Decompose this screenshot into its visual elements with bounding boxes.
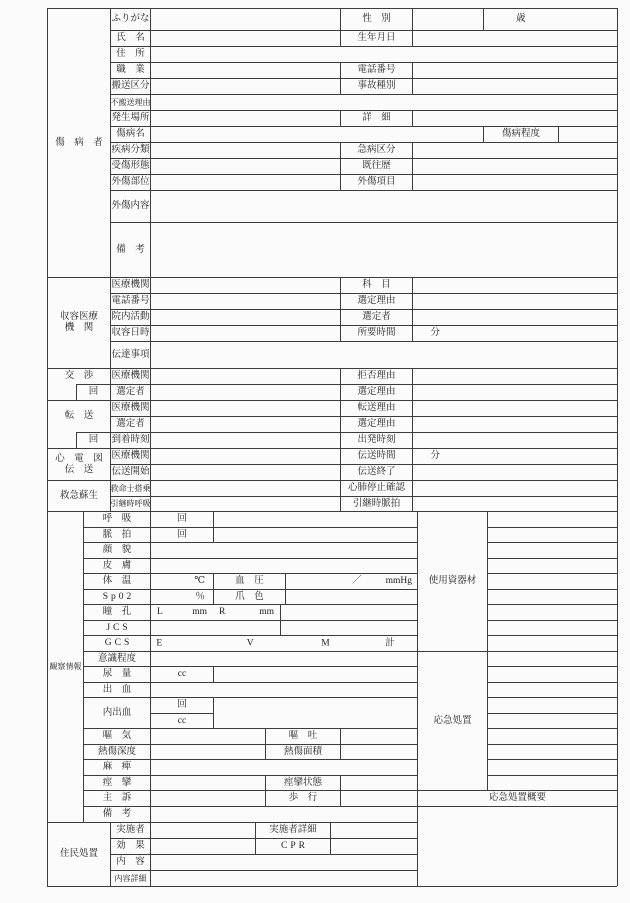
nail-color-value (285, 589, 417, 604)
transport-category-value (150, 78, 340, 94)
departure-time-label: 出発時刻 (340, 432, 412, 448)
equipment-row-5 (487, 573, 617, 589)
first-aid-row-9 (487, 775, 617, 790)
gait-label: 歩 行 (265, 790, 340, 806)
face-value (150, 542, 417, 558)
hospital-institution-value (150, 277, 340, 293)
skin-value (150, 558, 417, 573)
ecg-time-value: 分 (412, 448, 617, 464)
disease-class-label: 疾病分類 (110, 142, 150, 158)
refusal-reason-label: 拒否理由 (340, 368, 412, 384)
sudden-illness-class-value (412, 142, 617, 158)
required-time-label: 所要時間 (340, 325, 412, 341)
convulsion-state-label: 痙攣状態 (265, 775, 340, 790)
disease-class-value (150, 142, 340, 158)
sudden-illness-class-label: 急病区分 (340, 142, 412, 158)
trauma-item-value (412, 174, 617, 190)
pulse-count-unit: 回 (150, 527, 213, 542)
first-aid-row-4 (487, 697, 617, 713)
hospital-phone-value (150, 293, 340, 309)
negotiation-count-spacer (47, 384, 76, 400)
ecg-institution-label: 医療機関 (110, 448, 150, 464)
bleeding-value (150, 682, 417, 697)
transfer-selection-reason-label: 選定理由 (340, 416, 412, 432)
pupil-left-unit: mm (192, 607, 207, 618)
first-aid-row-3 (487, 682, 617, 697)
ecg-section-label (47, 448, 110, 480)
hospital-selection-reason-value (412, 293, 617, 309)
equipment-row-9 (487, 635, 617, 651)
message-items-label: 伝達事項 (110, 341, 150, 368)
gcs-label: GCS (83, 635, 150, 651)
first-aid-row-2 (487, 666, 617, 682)
performer-detail-label: 実施者詳細 (255, 822, 330, 838)
convulsion-label: 痙 攣 (83, 775, 150, 790)
negotiation-selection-reason-label: 選定理由 (340, 384, 412, 400)
negotiation-selector-value (150, 384, 340, 400)
first-aid-summary-header: 応急処置概要 (417, 790, 617, 806)
arrival-time-label: 到着時刻 (110, 432, 150, 448)
transport-category-label: 搬送区分 (110, 78, 150, 94)
chief-complaint-label: 主 訴 (83, 790, 150, 806)
handover-pulse-label: 引継時脈拍 (340, 496, 412, 511)
equipment-row-6 (487, 589, 617, 604)
burn-area-value (340, 744, 417, 759)
detail-value (412, 110, 617, 126)
ecg-end-value (412, 464, 617, 480)
gcs-value (150, 635, 417, 651)
first-aid-summary-value (417, 806, 617, 886)
hospital-selector-value (412, 309, 617, 325)
inhospital-activity-label: 院内活動 (110, 309, 150, 325)
inhospital-activity-value (150, 309, 340, 325)
table-right-border (617, 8, 618, 886)
hospital-section-label-line1: 収容医療 (59, 312, 98, 323)
occupation-label: 職 業 (110, 62, 150, 78)
injury-form-label: 受傷形態 (110, 158, 150, 174)
convulsion-value (150, 775, 265, 790)
patient-section-label: 傷 病 者 (47, 8, 110, 277)
first-aid-row-5 (487, 713, 617, 728)
bp-unit: mmHg (385, 576, 412, 587)
internal-bleeding-count-unit: 回 (150, 697, 213, 713)
first-aid-label: 応急処置 (417, 651, 487, 790)
face-label: 顔 貌 (83, 542, 150, 558)
pupil-right-cell (213, 604, 280, 620)
hospital-institution-label: 医療機関 (110, 277, 150, 293)
pupil-left-cell (150, 604, 213, 620)
cpr-value (330, 838, 417, 854)
negotiation-institution-label: 医療機関 (110, 368, 150, 384)
occupation-value (150, 62, 340, 78)
age-label: 歳 (483, 8, 617, 30)
history-value (412, 158, 617, 174)
hospital-section-label-line2: 機 関 (64, 323, 94, 333)
dob-value (412, 30, 617, 46)
vomit-value (340, 728, 417, 744)
performer-value (150, 822, 255, 838)
ecg-start-value (150, 464, 340, 480)
vomit-label: 嘔 吐 (265, 728, 340, 744)
negotiation-count-label: 回 (76, 384, 110, 400)
injury-name-label: 傷病名 (110, 126, 150, 142)
ecg-section-label-line1: 心 電 図 (55, 453, 103, 464)
accident-type-value (412, 78, 617, 94)
transfer-institution-value (150, 400, 340, 416)
resuscitation-section-label: 救急蘇生 (47, 480, 110, 511)
admission-datetime-value (150, 325, 340, 341)
observation-remarks-label: 備 考 (83, 806, 150, 822)
furigana-value (150, 8, 340, 30)
negotiation-selection-reason-value (412, 384, 617, 400)
phone-label: 電話番号 (340, 62, 412, 78)
dob-label: 生年月日 (340, 30, 412, 46)
transfer-institution-label: 医療機関 (110, 400, 150, 416)
gcs-e-label: E (156, 638, 163, 649)
hospital-phone-label: 電話番号 (110, 293, 150, 309)
equipment-row-7 (487, 604, 617, 620)
burn-depth-value (150, 744, 265, 759)
equipment-row-3 (487, 542, 617, 558)
paramedic-onboard-value (150, 480, 340, 496)
name-label: 氏 名 (110, 30, 150, 46)
transfer-count-label: 回 (76, 432, 110, 448)
phone-value (412, 62, 617, 78)
equipment-row-8 (487, 620, 617, 635)
paralysis-value (150, 759, 417, 775)
nausea-label: 嘔 気 (83, 728, 150, 744)
refusal-reason-value (412, 368, 617, 384)
cpa-confirm-value (412, 480, 617, 496)
temperature-label: 体 温 (83, 573, 150, 589)
burn-depth-label: 熱傷深度 (83, 744, 150, 759)
ecg-start-label: 伝送開始 (110, 464, 150, 480)
handover-respiration-label: 引継時呼吸 (110, 496, 150, 511)
content-label: 内 容 (110, 854, 150, 870)
address-label: 住 所 (110, 46, 150, 62)
temperature-unit: ℃ (150, 573, 213, 589)
injury-name-value (150, 126, 483, 142)
citizen-aid-section-label: 住民処置 (47, 822, 110, 886)
cpr-label: CPR (255, 838, 330, 854)
no-transport-reason-label: 不搬送理由 (110, 94, 150, 110)
equipment-row-4 (487, 558, 617, 573)
jcs-label: JCS (83, 620, 150, 635)
severity-label: 傷病程度 (483, 126, 558, 142)
table-bottom-border (47, 886, 617, 887)
gait-value (340, 790, 417, 806)
spo2-unit: ％ (150, 589, 213, 604)
transfer-selector-label: 選定者 (110, 416, 150, 432)
sex-label: 性 別 (340, 8, 412, 30)
pupil-label: 瞳 孔 (83, 604, 150, 620)
pupil-right-unit: mm (259, 607, 274, 618)
respiration-value (213, 511, 417, 527)
consciousness-label: 意識程度 (83, 651, 150, 666)
nail-color-label: 爪 色 (213, 589, 285, 604)
content-detail-label: 内容詳細 (110, 870, 150, 886)
first-aid-row-7 (487, 744, 617, 759)
patient-remarks-value (150, 222, 617, 277)
ecg-end-label: 伝送終了 (340, 464, 412, 480)
jcs-value-1 (150, 620, 280, 635)
paralysis-label: 麻 痺 (83, 759, 150, 775)
equipment-row-2 (487, 527, 617, 542)
arrival-time-value (150, 432, 340, 448)
pupil-right-label: R (219, 607, 226, 618)
blood-pressure-value (285, 573, 417, 589)
hospital-selector-label: 選定者 (340, 309, 412, 325)
nausea-value (150, 728, 265, 744)
furigana-label: ふりがな (110, 8, 150, 30)
bp-slash: ／ (352, 576, 362, 587)
sex-value (412, 8, 483, 30)
departure-time-value (412, 432, 617, 448)
transfer-selection-reason-value (412, 416, 617, 432)
negotiation-section-label: 交 渉 (47, 368, 110, 384)
skin-label: 皮 膚 (83, 558, 150, 573)
transfer-reason-label: 転送理由 (340, 400, 412, 416)
patient-remarks-label: 備 考 (110, 222, 150, 277)
name-value (150, 30, 340, 46)
observation-section-label: 観察情報 (47, 511, 83, 822)
bleeding-label: 出 血 (83, 682, 150, 697)
effect-value (150, 838, 255, 854)
chief-complaint-value (150, 790, 265, 806)
injury-form-value (150, 158, 340, 174)
first-aid-row-1 (487, 651, 617, 666)
pupil-left-label: L (157, 607, 163, 618)
location-label: 発生場所 (110, 110, 150, 126)
trauma-content-label: 外傷内容 (110, 190, 150, 222)
pupil-value (280, 604, 417, 620)
trauma-site-value (150, 174, 340, 190)
performer-detail-value (330, 822, 417, 838)
ecg-institution-value (150, 448, 340, 464)
spo2-label: Sp02 (83, 589, 150, 604)
urine-label: 尿 量 (83, 666, 150, 682)
ecg-section-label-line2: 伝 送 (64, 464, 94, 475)
blood-pressure-label: 血 圧 (213, 573, 285, 589)
effect-label: 効 果 (110, 838, 150, 854)
first-aid-row-8 (487, 759, 617, 775)
urine-value (213, 666, 417, 682)
hospital-subject-label: 科 目 (340, 277, 412, 293)
accident-type-label: 事故種別 (340, 78, 412, 94)
gcs-v-label: V (246, 638, 254, 649)
equipment-used-label: 使用資器材 (417, 511, 487, 651)
negotiation-selector-label: 選定者 (110, 384, 150, 400)
internal-bleeding-label: 内出血 (83, 697, 150, 728)
pulse-label: 脈 拍 (83, 527, 150, 542)
burn-area-label: 熱傷面積 (265, 744, 340, 759)
no-transport-reason-value (150, 94, 617, 110)
trauma-site-label: 外傷部位 (110, 174, 150, 190)
trauma-content-value (150, 190, 617, 222)
convulsion-state-value (340, 775, 417, 790)
pulse-value (213, 527, 417, 542)
transfer-selector-value (150, 416, 340, 432)
emergency-record-form (47, 8, 617, 886)
negotiation-institution-value (150, 368, 340, 384)
content-value (150, 854, 417, 870)
gcs-m-label: M (321, 638, 330, 649)
content-detail-value (150, 870, 417, 886)
severity-value (558, 126, 617, 142)
gcs-total-label: 計 (385, 638, 395, 649)
handover-respiration-value (150, 496, 340, 511)
urine-unit: cc (150, 666, 213, 682)
transfer-section-label: 転 送 (47, 400, 110, 432)
first-aid-row-6 (487, 728, 617, 744)
location-value (150, 110, 340, 126)
transfer-count-spacer (47, 432, 76, 448)
hospital-subject-value (412, 277, 617, 293)
respiration-label: 呼 吸 (83, 511, 150, 527)
consciousness-value (150, 651, 417, 666)
internal-bleeding-value (213, 697, 417, 728)
required-time-value: 分 (412, 325, 617, 341)
jcs-value-2 (280, 620, 417, 635)
message-items-value (150, 341, 617, 368)
transfer-reason-value (412, 400, 617, 416)
hospital-section-label (47, 277, 110, 368)
performer-label: 実施者 (110, 822, 150, 838)
detail-label: 詳 細 (340, 110, 412, 126)
history-label: 既往歴 (340, 158, 412, 174)
ecg-time-label: 伝送時間 (340, 448, 412, 464)
address-value (150, 46, 617, 62)
admission-datetime-label: 収容日時 (110, 325, 150, 341)
respiration-count-unit: 回 (150, 511, 213, 527)
internal-bleeding-cc-unit: cc (150, 713, 213, 728)
observation-remarks-value (150, 806, 417, 822)
cpa-confirm-label: 心肺停止確認 (340, 480, 412, 496)
hospital-selection-reason-label: 選定理由 (340, 293, 412, 309)
equipment-row-1 (487, 511, 617, 527)
handover-pulse-value (412, 496, 617, 511)
paramedic-onboard-label: 救命士搭乗 (110, 480, 150, 496)
trauma-item-label: 外傷項目 (340, 174, 412, 190)
